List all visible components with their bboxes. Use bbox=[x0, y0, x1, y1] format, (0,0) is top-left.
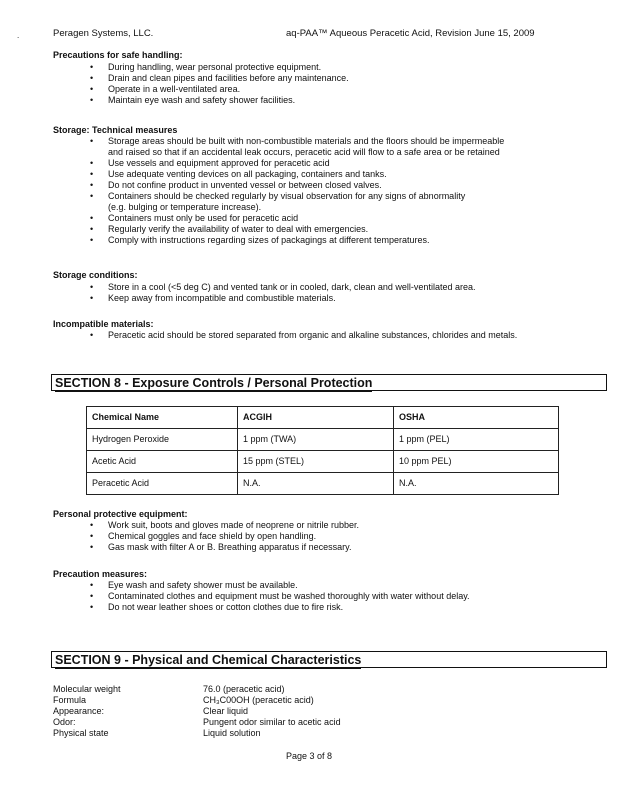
list-item: • Work suit, boots and gloves made of neoprene or nitrile rubber. bbox=[90, 520, 359, 530]
list-item: • Peracetic acid should be stored separated from organic and alkaline substances, chlorides and metals. bbox=[90, 330, 518, 340]
property-value: Pungent odor similar to acetic acid bbox=[203, 717, 341, 727]
bullet-icon: • bbox=[90, 84, 94, 94]
column-header: OSHA bbox=[394, 407, 559, 429]
section-8-heading bbox=[51, 374, 607, 391]
column-header: Chemical Name bbox=[87, 407, 238, 429]
precaution-heading: Precaution measures: bbox=[53, 569, 148, 579]
storage-measures-list bbox=[90, 136, 505, 246]
property-label: Molecular weight bbox=[53, 684, 121, 694]
precaution-list bbox=[90, 580, 470, 613]
table-row bbox=[87, 451, 559, 473]
list-item: • Store in a cool (<5 deg C) and vented tank or in cooled, dark, clean and well-ventilated area. bbox=[90, 282, 476, 292]
exposure-limits-table bbox=[86, 406, 559, 495]
property-value: Liquid solution bbox=[203, 728, 261, 738]
table-cell: Hydrogen Peroxide bbox=[87, 429, 238, 451]
table-cell: 10 ppm PEL) bbox=[394, 451, 559, 473]
list-item-continuation: (e.g. bulging or temperature increase). bbox=[108, 202, 262, 212]
scan-mark: . bbox=[17, 31, 20, 40]
property-row bbox=[53, 684, 341, 695]
bullet-icon: • bbox=[90, 169, 94, 179]
incompatible-heading: Incompatible materials: bbox=[53, 319, 154, 329]
list-item: • Contaminated clothes and equipment must be washed thoroughly with water without delay. bbox=[90, 591, 470, 601]
list-item: • Maintain eye wash and safety shower facilities. bbox=[90, 95, 296, 105]
bullet-icon: • bbox=[90, 62, 94, 72]
property-label: Odor: bbox=[53, 717, 76, 727]
bullet-icon: • bbox=[90, 95, 94, 105]
section-9-heading bbox=[51, 651, 607, 668]
table-cell: 1 ppm (TWA) bbox=[238, 429, 394, 451]
bullet-icon: • bbox=[90, 542, 94, 552]
table-header-row bbox=[87, 407, 559, 429]
list-item: • Comply with instructions regarding sizes of packagings at different temperatures. bbox=[90, 235, 430, 245]
handling-list bbox=[90, 62, 349, 106]
bullet-icon: • bbox=[90, 591, 94, 601]
bullet-icon: • bbox=[90, 602, 94, 612]
bullet-icon: • bbox=[90, 293, 94, 303]
list-item-continuation: and raised so that if an accidental leak occurs, peracetic acid will flow to a safe area or be retained bbox=[108, 147, 500, 157]
bullet-icon: • bbox=[90, 580, 94, 590]
property-label: Formula bbox=[53, 695, 87, 705]
column-header: ACGIH bbox=[238, 407, 394, 429]
table-row bbox=[87, 429, 559, 451]
property-row bbox=[53, 695, 341, 706]
list-item: • Containers must only be used for peracetic acid bbox=[90, 213, 299, 223]
list-item: • Containers should be checked regularly by visual observation for any signs of abnormality bbox=[90, 191, 466, 201]
bullet-icon: • bbox=[90, 136, 94, 146]
bullet-icon: • bbox=[90, 191, 94, 201]
bullet-icon: • bbox=[90, 180, 94, 190]
storage-conditions-heading: Storage conditions: bbox=[53, 270, 138, 280]
list-item: • Storage areas should be built with non-combustible materials and the floors should be impermeable bbox=[90, 136, 505, 146]
table-cell: N.A. bbox=[238, 473, 394, 495]
section-8-title: SECTION 8 - Exposure Controls / Personal Protection bbox=[55, 376, 373, 390]
list-item: • Operate in a well-ventilated area. bbox=[90, 84, 241, 94]
page-number: Page 3 of 8 bbox=[285, 751, 333, 761]
list-item: • Eye wash and safety shower must be available. bbox=[90, 580, 298, 590]
property-row bbox=[53, 706, 341, 717]
ppe-heading: Personal protective equipment: bbox=[53, 509, 188, 519]
table-cell: Acetic Acid bbox=[87, 451, 238, 473]
property-value: Clear liquid bbox=[203, 706, 249, 716]
list-item: • Do not wear leather shoes or cotton clothes due to fire risk. bbox=[90, 602, 344, 612]
table-cell: Peracetic Acid bbox=[87, 473, 238, 495]
property-value: CH₃C00OH (peracetic acid) bbox=[203, 695, 314, 705]
list-item: • Regularly verify the availability of water to deal with emergencies. bbox=[90, 224, 369, 234]
list-item: • Keep away from incompatible and combustible materials. bbox=[90, 293, 336, 303]
storage-measures-heading: Storage: Technical measures bbox=[53, 125, 178, 135]
property-label: Physical state bbox=[53, 728, 109, 738]
list-item: • Drain and clean pipes and facilities before any maintenance. bbox=[90, 73, 349, 83]
bullet-icon: • bbox=[90, 73, 94, 83]
property-row bbox=[53, 717, 341, 728]
company-name: Peragen Systems, LLC. bbox=[53, 28, 154, 39]
list-item: • Do not confine product in unvented vessel or between closed valves. bbox=[90, 180, 382, 190]
ppe-list bbox=[90, 520, 359, 553]
list-item: • Chemical goggles and face shield by open handling. bbox=[90, 531, 317, 541]
property-label: Appearance: bbox=[53, 706, 105, 716]
table-cell: 1 ppm (PEL) bbox=[394, 429, 559, 451]
document-title: aq-PAA™ Aqueous Peracetic Acid, Revision June 15, 2009 bbox=[286, 28, 535, 39]
property-row bbox=[53, 728, 341, 739]
list-item: • Use vessels and equipment approved for peracetic acid bbox=[90, 158, 330, 168]
handling-heading: Precautions for safe handling: bbox=[53, 50, 183, 60]
table-row bbox=[87, 473, 559, 495]
table-cell: 15 ppm (STEL) bbox=[238, 451, 394, 473]
bullet-icon: • bbox=[90, 330, 94, 340]
bullet-icon: • bbox=[90, 282, 94, 292]
bullet-icon: • bbox=[90, 224, 94, 234]
list-item: • Use adequate venting devices on all packaging, containers and tanks. bbox=[90, 169, 387, 179]
property-value: 76.0 (peracetic acid) bbox=[203, 684, 285, 694]
list-item: • During handling, wear personal protective equipment. bbox=[90, 62, 322, 72]
bullet-icon: • bbox=[90, 235, 94, 245]
table-cell: N.A. bbox=[394, 473, 559, 495]
incompatible-list bbox=[90, 330, 518, 341]
bullet-icon: • bbox=[90, 158, 94, 168]
bullet-icon: • bbox=[90, 520, 94, 530]
bullet-icon: • bbox=[90, 213, 94, 223]
section-9-title: SECTION 9 - Physical and Chemical Characteristics bbox=[55, 653, 362, 667]
bullet-icon: • bbox=[90, 531, 94, 541]
storage-conditions-list bbox=[90, 282, 476, 304]
list-item: • Gas mask with filter A or B. Breathing apparatus if necessary. bbox=[90, 542, 352, 552]
physical-properties-list bbox=[53, 684, 341, 739]
